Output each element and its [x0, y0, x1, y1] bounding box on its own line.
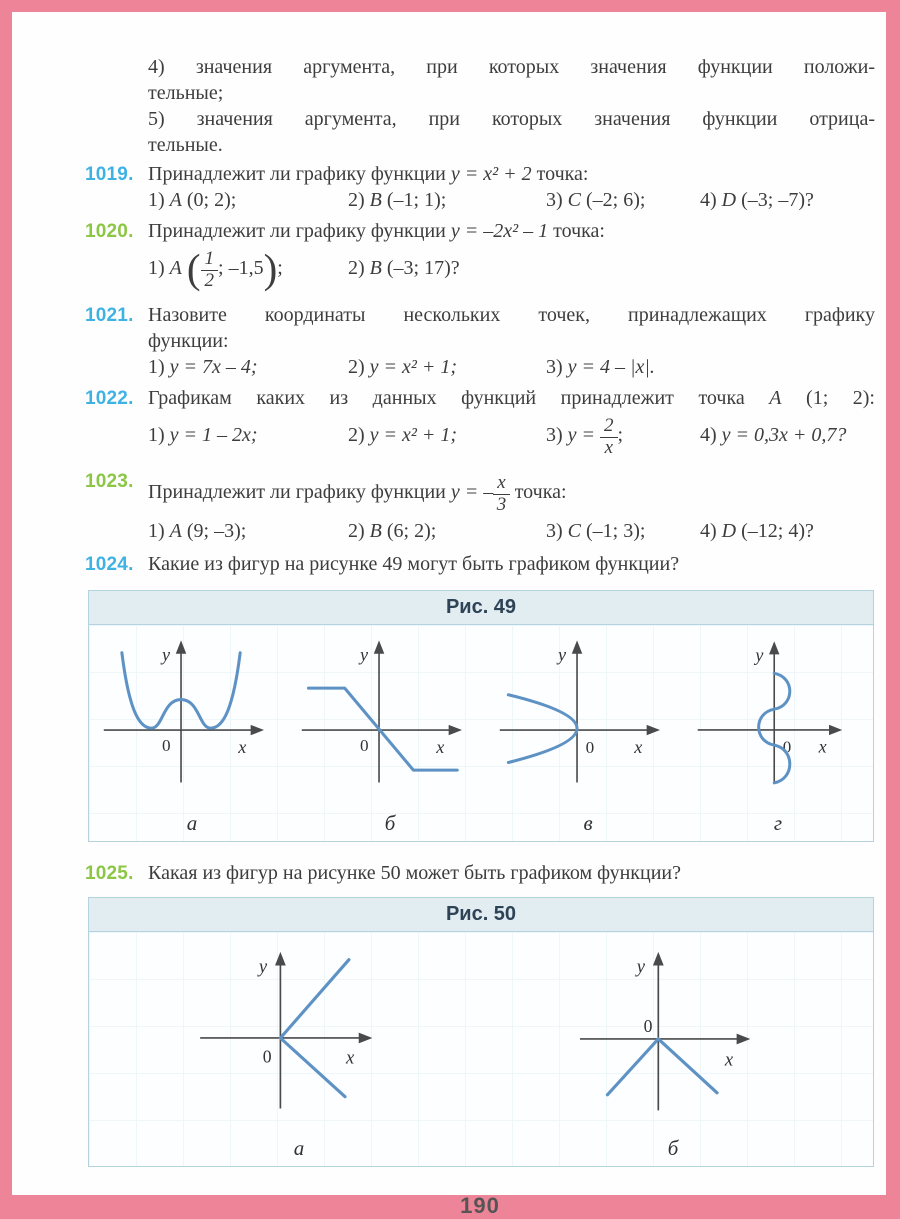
textbook-page: [12, 12, 886, 1219]
x-axis-label: x: [634, 737, 643, 758]
formula: y = x² + 1;: [369, 423, 458, 446]
option-text: 3): [546, 189, 568, 211]
origin-label: 0: [359, 736, 369, 756]
text-line: тельные.: [148, 134, 223, 156]
formula: y = 1 – 2x;: [169, 423, 258, 446]
option-text: 3): [546, 356, 568, 379]
option-item: [700, 422, 846, 448]
point-name: A: [169, 520, 182, 543]
option-text: (–3; 17)?: [381, 256, 460, 279]
formula: y = x² + 1;: [369, 356, 458, 379]
text-line: тельные;: [148, 82, 224, 104]
statement-text: точка:: [509, 480, 567, 503]
option-item: [546, 416, 700, 458]
y-axis-label: y: [557, 644, 567, 665]
point-name: A: [169, 189, 182, 211]
statement-text: точка:: [548, 220, 605, 242]
exercise-1023: [85, 468, 875, 544]
exercise-statement: [148, 302, 875, 354]
graph-cell-v: [495, 637, 681, 835]
fig49-graph-b: [297, 637, 483, 805]
exercise-number: 1022.: [85, 388, 134, 410]
exercise-1025: [85, 860, 875, 887]
option-text: 2): [348, 256, 370, 279]
graph-label: г: [773, 811, 783, 836]
graph-cell-b: [558, 944, 788, 1160]
option-item: [148, 518, 348, 544]
page-number: 190: [460, 1193, 500, 1219]
option-text: 1): [148, 256, 170, 279]
options-row: [148, 245, 875, 292]
fig50-graph-b: [558, 944, 788, 1130]
figure-50-box: [88, 897, 874, 1167]
option-item: [148, 187, 348, 213]
point-name: C: [567, 520, 582, 543]
text-line: 5) значения аргумента, при которых значения функции отрица-: [148, 108, 875, 130]
option-text: 3): [546, 423, 568, 446]
option-item: [348, 354, 546, 380]
x-axis-label: x: [238, 737, 247, 758]
option-text: 3): [546, 520, 568, 543]
option-text: 4): [700, 423, 722, 446]
exercise-1019: [85, 161, 875, 213]
y-axis-label: y: [755, 645, 764, 666]
option-text: 2): [348, 356, 370, 379]
graph-label: б: [667, 1136, 679, 1161]
option-text: 1): [148, 423, 170, 446]
statement-text: (1; 2):: [781, 387, 875, 410]
y-axis-label: y: [636, 956, 646, 978]
denominator: x: [604, 436, 614, 458]
exercise-number: 1023.: [85, 471, 134, 493]
formula: y = –2x² – 1: [450, 220, 549, 242]
origin-label: 0: [782, 737, 792, 757]
y-axis-label: y: [359, 644, 369, 665]
statement-text: Принадлежит ли графику функции: [148, 163, 451, 185]
graph-label: б: [384, 811, 396, 836]
exercise-statement: [148, 385, 875, 411]
numerator: x: [493, 473, 509, 495]
option-item: [348, 187, 546, 213]
statement-text: Принадлежит ли графику функции: [148, 220, 451, 242]
option-item: [546, 354, 655, 380]
option-text: ;: [277, 256, 283, 279]
numerator: 1: [201, 249, 219, 271]
option-item: [348, 255, 460, 281]
options-row: [148, 354, 875, 380]
fraction: [201, 249, 219, 291]
option-text: 2): [348, 189, 370, 211]
graph-label: а: [293, 1136, 305, 1161]
fig49-graph-g: [693, 637, 863, 805]
y-axis-label: y: [161, 644, 171, 665]
point-name: C: [567, 189, 582, 211]
exercise-number: 1020.: [85, 221, 134, 242]
two-rays-right: [280, 960, 349, 1097]
option-text: 4): [700, 520, 722, 543]
option-text: (–1; 1);: [381, 189, 447, 211]
exercise-statement: Какая из фигур на рисунке 50 может быть графиком функции?: [148, 862, 681, 885]
statement-line: функции:: [148, 330, 229, 353]
exercise-number: 1021.: [85, 305, 134, 327]
figure-50-title: Рис. 50: [89, 898, 873, 932]
formula: y = –: [450, 480, 494, 503]
statement-line: Назовите координаты нескольких точек, принадлежащих графику: [148, 304, 875, 327]
fraction: [493, 473, 509, 515]
option-text: (6; 2);: [381, 520, 437, 543]
option-text: 1): [148, 189, 170, 211]
figure-49-box: [88, 590, 874, 842]
y-axis-label: y: [258, 956, 268, 978]
options-row: [148, 518, 875, 544]
numerator: 2: [600, 416, 618, 438]
exercise-number: 1024.: [85, 554, 134, 576]
fraction: [600, 416, 618, 458]
option-item: [700, 187, 814, 213]
exercise-statement: [148, 161, 875, 187]
statement-text: Графикам каких из данных функций принадлежит точка: [148, 387, 770, 410]
exercise-statement: Какие из фигур на рисунке 49 могут быть графиком функции?: [148, 553, 680, 576]
exercise-1021: [85, 302, 875, 380]
exercise-number: 1019.: [85, 164, 134, 185]
point-name: B: [369, 520, 382, 543]
origin-label: 0: [262, 1046, 272, 1067]
option-text: (–3; –7)?: [736, 189, 814, 211]
exercise-1022: [85, 385, 875, 461]
option-item: [148, 354, 348, 380]
figure-50-graphs: [89, 932, 873, 1166]
formula: y = 4 – |x|.: [567, 356, 655, 379]
option-text: (0; 2);: [181, 189, 237, 211]
graph-label: в: [583, 811, 593, 836]
list-item-4: [148, 54, 875, 106]
option-item: [348, 518, 546, 544]
point-name: D: [721, 520, 737, 543]
option-item: [348, 422, 546, 448]
graph-cell-a: [99, 637, 285, 835]
origin-label: 0: [161, 736, 171, 756]
formula: y = 0,3x + 0,7?: [721, 423, 847, 446]
close-paren: ): [263, 245, 278, 292]
option-text: ; –1,5: [218, 256, 264, 279]
page-content: [12, 12, 886, 1219]
option-item: [546, 187, 700, 213]
option-text: (–12; 4)?: [736, 520, 814, 543]
intro-list: [148, 54, 875, 158]
open-paren: (: [186, 245, 201, 292]
option-text: 2): [348, 423, 370, 446]
point-name: D: [721, 189, 737, 211]
point-name: B: [369, 189, 382, 211]
x-axis-label: x: [818, 736, 827, 757]
origin-label: 0: [585, 738, 595, 758]
graph-cell-a: [184, 944, 414, 1160]
option-item: [148, 422, 348, 448]
options-row: [148, 187, 875, 213]
option-item: [148, 245, 348, 292]
exercise-1020: [85, 218, 875, 294]
option-text: (–1; 3);: [581, 520, 646, 543]
point-name: A: [169, 256, 182, 279]
figure-49-graphs: [89, 625, 873, 841]
origin-label: 0: [643, 1016, 653, 1037]
option-text: 1): [148, 356, 170, 379]
x-axis-label: x: [436, 737, 445, 758]
graph-cell-b: [297, 637, 483, 835]
x-axis-label: x: [724, 1049, 734, 1071]
option-text: (9; –3);: [181, 520, 247, 543]
text-line: 4) значения аргумента, при которых значения функции положи-: [148, 56, 875, 78]
x-axis-label: x: [345, 1047, 355, 1069]
exercise-statement: [148, 473, 875, 515]
option-text: ;: [617, 423, 624, 446]
option-text: 4): [700, 189, 722, 211]
denominator: 2: [204, 269, 215, 291]
formula: y =: [567, 423, 601, 446]
options-row: [148, 416, 875, 458]
option-text: 1): [148, 520, 170, 543]
fig49-graph-a: [99, 637, 285, 805]
figure-49-title: Рис. 49: [89, 591, 873, 625]
option-text: (–2; 6);: [581, 189, 646, 211]
exercise-number: 1025.: [85, 863, 134, 885]
graph-cell-g: [693, 637, 863, 835]
option-text: 2): [348, 520, 370, 543]
formula: y = x² + 2: [450, 163, 532, 185]
fig50-graph-a: [184, 944, 414, 1130]
option-item: [700, 518, 814, 544]
point-name: A: [769, 387, 782, 410]
denominator: 3: [496, 493, 507, 515]
statement-text: точка:: [531, 163, 589, 185]
point-name: B: [369, 256, 382, 279]
formula: y = 7x – 4;: [169, 356, 258, 379]
statement-text: Принадлежит ли графику функции: [148, 480, 451, 503]
list-item-5: [148, 106, 875, 158]
option-item: [546, 518, 700, 544]
piecewise-linear-curve: [308, 688, 457, 770]
graph-label: а: [186, 811, 198, 836]
inverted-v-rays: [607, 1039, 717, 1095]
exercise-1024: [85, 551, 875, 578]
fig49-graph-v: [495, 637, 681, 805]
exercise-statement: [148, 218, 875, 244]
left-opening-parabola: [508, 695, 577, 763]
